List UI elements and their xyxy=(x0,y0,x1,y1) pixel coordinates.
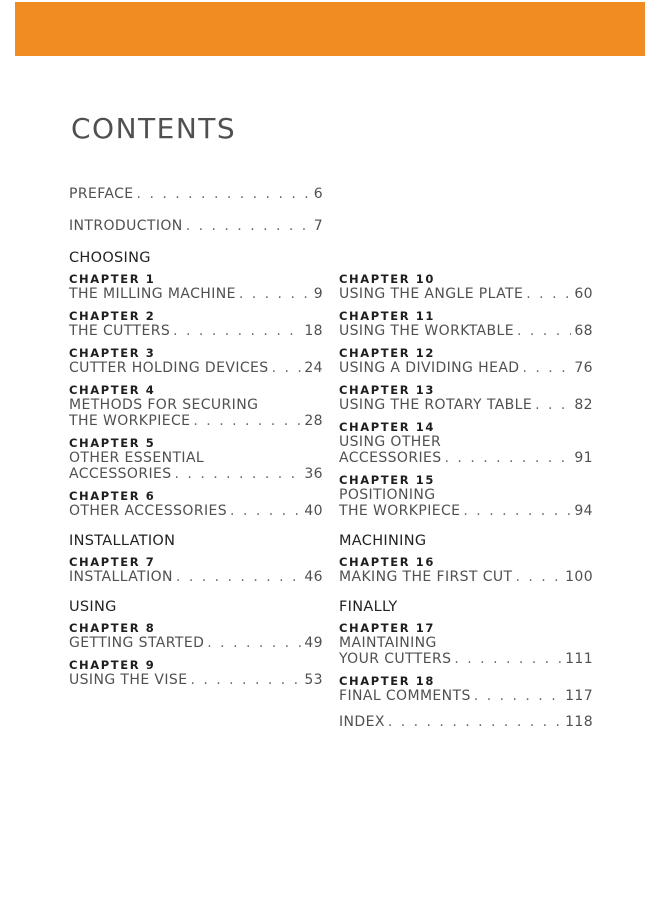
chapter-link[interactable] xyxy=(69,503,323,519)
entry-title: USING A DIVIDING HEAD xyxy=(339,360,520,376)
toc-entry xyxy=(339,272,593,302)
chapter-label: CHAPTER 3 xyxy=(69,346,156,360)
page-number: 91 xyxy=(574,450,593,466)
toc-entry xyxy=(339,309,593,339)
toc-entry xyxy=(339,420,593,466)
front-matter-entry xyxy=(69,186,323,202)
dot-leader xyxy=(193,413,301,429)
chapter-link[interactable] xyxy=(69,635,323,651)
page-number: 94 xyxy=(574,503,593,519)
dot-leader xyxy=(463,503,571,519)
page-number: 118 xyxy=(565,714,593,730)
chapter-link[interactable] xyxy=(69,672,323,688)
chapter-label: CHAPTER 18 xyxy=(339,674,435,688)
chapter-title-line: OTHER ESSENTIAL xyxy=(69,450,205,466)
chapter-link[interactable] xyxy=(69,360,323,376)
toc-entry xyxy=(69,658,323,688)
dot-leader xyxy=(230,503,301,519)
dot-leader xyxy=(474,688,562,704)
page-number: 111 xyxy=(565,651,593,667)
page-title: CONTENTS xyxy=(71,112,237,145)
chapter-label: CHAPTER 12 xyxy=(339,346,435,360)
toc-entry xyxy=(69,309,323,339)
chapter-label: CHAPTER 11 xyxy=(339,309,435,323)
chapter-title-line: POSITIONING xyxy=(339,487,436,503)
page-number: 100 xyxy=(565,569,593,585)
chapter-label: CHAPTER 16 xyxy=(339,555,435,569)
entry-title: USING THE VISE xyxy=(69,672,188,688)
toc-entry xyxy=(69,489,323,519)
page-number: 53 xyxy=(304,672,323,688)
dot-leader xyxy=(445,450,572,466)
page-number: 9 xyxy=(313,286,323,302)
toc-entry xyxy=(339,555,593,585)
page-number: 40 xyxy=(304,503,323,519)
dot-leader xyxy=(175,466,302,482)
chapter-link[interactable] xyxy=(69,413,323,429)
back-matter-entry xyxy=(339,714,593,730)
entry-title: FINAL COMMENTS xyxy=(339,688,471,704)
front-matter-link[interactable] xyxy=(69,218,323,234)
entry-title: THE WORKPIECE xyxy=(69,413,191,429)
toc-entry xyxy=(339,674,593,704)
dot-leader xyxy=(388,714,562,730)
page-number: 117 xyxy=(565,688,593,704)
entry-title: CUTTER HOLDING DEVICES xyxy=(69,360,269,376)
page-number: 36 xyxy=(304,466,323,482)
dot-leader xyxy=(176,569,301,585)
entry-title: GETTING STARTED xyxy=(69,635,205,651)
front-matter-entry xyxy=(69,218,323,234)
section-heading: MACHINING xyxy=(339,533,427,549)
dot-leader xyxy=(207,635,301,651)
section-heading: FINALLY xyxy=(339,599,398,615)
entry-title: INTRODUCTION xyxy=(69,218,183,234)
chapter-link[interactable] xyxy=(339,688,593,704)
toc-entry xyxy=(69,555,323,585)
entry-title: MAKING THE FIRST CUT xyxy=(339,569,513,585)
dot-leader xyxy=(239,286,311,302)
section-heading: INSTALLATION xyxy=(69,533,176,549)
chapter-label: CHAPTER 5 xyxy=(69,436,156,450)
chapter-link[interactable] xyxy=(69,569,323,585)
page-number: 76 xyxy=(574,360,593,376)
toc-entry xyxy=(69,383,323,429)
page-number: 46 xyxy=(304,569,323,585)
chapter-link[interactable] xyxy=(339,323,593,339)
toc-entry xyxy=(339,383,593,413)
toc-right-column xyxy=(339,272,593,737)
chapter-link[interactable] xyxy=(339,503,593,519)
dot-leader xyxy=(515,569,562,585)
toc-entry xyxy=(339,621,593,667)
toc-entry xyxy=(69,272,323,302)
toc-left-column xyxy=(69,186,323,695)
chapter-label: CHAPTER 6 xyxy=(69,489,156,503)
dot-leader xyxy=(523,360,572,376)
chapter-title-line: USING OTHER xyxy=(339,434,442,450)
chapter-link[interactable] xyxy=(69,466,323,482)
chapter-label: CHAPTER 17 xyxy=(339,621,435,635)
dot-leader xyxy=(190,672,301,688)
chapter-link[interactable] xyxy=(339,286,593,302)
entry-title: USING THE ANGLE PLATE xyxy=(339,286,524,302)
dot-leader xyxy=(186,218,311,234)
header-banner xyxy=(15,2,645,56)
dot-leader xyxy=(272,360,302,376)
chapter-link[interactable] xyxy=(69,286,323,302)
page-number: 60 xyxy=(574,286,593,302)
entry-title: USING THE ROTARY TABLE xyxy=(339,397,533,413)
toc-entry xyxy=(69,621,323,651)
dot-leader xyxy=(526,286,571,302)
chapter-label: CHAPTER 15 xyxy=(339,473,435,487)
chapter-label: CHAPTER 4 xyxy=(69,383,156,397)
page-number: 68 xyxy=(574,323,593,339)
section-heading: CHOOSING xyxy=(69,250,151,266)
chapter-label: CHAPTER 9 xyxy=(69,658,156,672)
toc-entry xyxy=(69,436,323,482)
entry-title: INSTALLATION xyxy=(69,569,173,585)
page-number: 18 xyxy=(304,323,323,339)
front-matter-link[interactable] xyxy=(69,186,323,202)
chapter-link[interactable] xyxy=(339,360,593,376)
chapter-label: CHAPTER 8 xyxy=(69,621,156,635)
chapter-title-line: METHODS FOR SECURING xyxy=(69,397,259,413)
chapter-link[interactable] xyxy=(339,450,593,466)
section-heading: USING xyxy=(69,599,117,615)
dot-leader xyxy=(517,323,571,339)
entry-title: USING THE WORKTABLE xyxy=(339,323,514,339)
chapter-label: CHAPTER 7 xyxy=(69,555,156,569)
entry-title: YOUR CUTTERS xyxy=(339,651,452,667)
entry-title: OTHER ACCESSORIES xyxy=(69,503,228,519)
page-number: 6 xyxy=(313,186,323,202)
entry-title: ACCESSORIES xyxy=(69,466,172,482)
chapter-label: CHAPTER 14 xyxy=(339,420,435,434)
dot-leader xyxy=(173,323,301,339)
entry-title: THE CUTTERS xyxy=(69,323,171,339)
chapter-label: CHAPTER 2 xyxy=(69,309,156,323)
dot-leader xyxy=(454,651,562,667)
chapter-label: CHAPTER 13 xyxy=(339,383,435,397)
entry-title: THE MILLING MACHINE xyxy=(69,286,236,302)
chapter-link[interactable] xyxy=(339,569,593,585)
chapter-link[interactable] xyxy=(339,397,593,413)
index-link[interactable] xyxy=(339,714,593,730)
chapter-label: CHAPTER 1 xyxy=(69,272,156,286)
page-number: 28 xyxy=(304,413,323,429)
toc-entry xyxy=(339,346,593,376)
dot-leader xyxy=(535,397,571,413)
entry-title: INDEX xyxy=(339,714,385,730)
page-number: 24 xyxy=(304,360,323,376)
entry-title: PREFACE xyxy=(69,186,134,202)
page-number: 7 xyxy=(313,218,323,234)
page-number: 82 xyxy=(574,397,593,413)
toc-entry xyxy=(69,346,323,376)
chapter-link[interactable] xyxy=(69,323,323,339)
chapter-label: CHAPTER 10 xyxy=(339,272,435,286)
entry-title: ACCESSORIES xyxy=(339,450,442,466)
chapter-title-line: MAINTAINING xyxy=(339,635,437,651)
entry-title: THE WORKPIECE xyxy=(339,503,461,519)
dot-leader xyxy=(137,186,311,202)
toc-entry xyxy=(339,473,593,519)
chapter-link[interactable] xyxy=(339,651,593,667)
page-number: 49 xyxy=(304,635,323,651)
